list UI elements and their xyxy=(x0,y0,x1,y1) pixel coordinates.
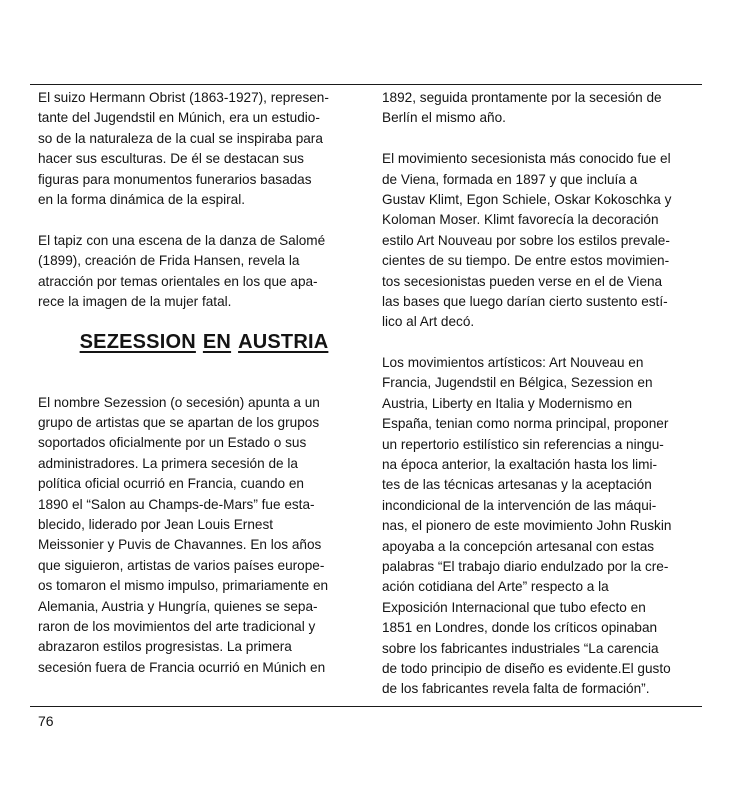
text-line: raron de los movimientos del arte tradicional y xyxy=(38,618,316,634)
text-line: Francia, Jugendstil en Bélgica, Sezession en xyxy=(382,375,653,391)
text-line: las bases que luego darían cierto sustento estí- xyxy=(382,293,668,309)
text-line: Meissonier y Puvis de Chavannes. En los años xyxy=(38,537,322,553)
text-line: en la forma dinámica de la espiral. xyxy=(38,191,246,207)
paragraph-viena xyxy=(382,149,714,333)
text-line: na época anterior, la exaltación hasta los limi- xyxy=(382,457,658,473)
text-line: de Viena, formada en 1897 y que incluía a xyxy=(382,171,638,187)
text-line: España, tenian como norma principal, proponer xyxy=(382,416,669,432)
text-line: estilo Art Nouveau por sobre los estilos prevale- xyxy=(382,232,670,248)
bottom-rule xyxy=(30,706,702,707)
text-line: soportados oficialmente por un Estado o sus xyxy=(38,435,307,451)
page-number: 76 xyxy=(38,713,54,729)
text-line: grupo de artistas que se apartan de los grupos xyxy=(38,415,320,431)
text-line: Alemania, Austria y Hungría, quienes se sepa- xyxy=(38,598,318,614)
text-line: Berlín el mismo año. xyxy=(382,110,506,126)
heading-word: AUSTRIA xyxy=(238,331,329,354)
paragraph-sezession xyxy=(38,393,370,678)
text-line: 1851 en Londres, donde los críticos opinaban xyxy=(382,620,658,636)
text-line: El movimiento secesionista más conocido fue el xyxy=(382,151,671,167)
text-line: tante del Jugendstil en Múnich, era un estudio- xyxy=(38,110,320,126)
paragraph-berlin xyxy=(382,88,714,129)
text-line: atracción por temas orientales en los que apa- xyxy=(38,273,318,289)
text-line: Austria, Liberty en Italia y Modernismo en xyxy=(382,395,633,411)
text-line: tes de las técnicas artesanas y la aceptación xyxy=(382,477,652,493)
paragraph-salome xyxy=(38,231,370,313)
text-line: (1899), creación de Frida Hansen, revela la xyxy=(38,253,300,269)
paragraph-movimientos xyxy=(382,353,714,700)
text-line: administradores. La primera secesión de la xyxy=(38,455,298,471)
text-line: política oficial ocurrió en Francia, cuando en xyxy=(38,476,304,492)
text-line: apoyaba a la concepción artesanal con estas xyxy=(382,538,655,554)
text-line: Gustav Klimt, Egon Schiele, Oskar Kokoschka y xyxy=(382,191,672,207)
heading-word: EN xyxy=(202,331,232,354)
text-line: cientes de su tiempo. De entre estos movimien- xyxy=(382,253,670,269)
text-line: de todo principio de diseño es evidente.El gusto xyxy=(382,660,671,676)
text-line: hacer sus esculturas. De él se destacan sus xyxy=(38,151,304,167)
text-line: que siguieron, artistas de varios países europe- xyxy=(38,557,325,573)
text-line: de los fabricantes revela falta de formación”. xyxy=(382,681,650,697)
text-line: lico al Art decó. xyxy=(382,314,475,330)
right-column xyxy=(382,88,714,700)
text-line: secesión fuera de Francia ocurrió en Múnich en xyxy=(38,659,326,675)
text-line: Koloman Moser. Klimt favorecía la decoración xyxy=(382,212,659,228)
text-line: os tomaron el mismo impulso, primariamente en xyxy=(38,578,329,594)
paragraph-obrist xyxy=(38,88,370,210)
text-line: ación cotidiana del Arte” respecto a la xyxy=(382,579,609,595)
section-heading xyxy=(38,312,370,372)
text-line: incondicional de la intervención de las máqui- xyxy=(382,497,657,513)
text-line: nas, el pionero de este movimiento John Ruskin xyxy=(382,518,672,534)
text-line: rece la imagen de la mujer fatal. xyxy=(38,293,232,309)
text-line: El tapiz con una escena de la danza de Salomé xyxy=(38,232,326,248)
text-line: 1890 el “Salon au Champs-de-Mars” fue esta- xyxy=(38,496,315,512)
text-line: sobre los fabricantes industriales “La carencia xyxy=(382,640,659,656)
text-line: El nombre Sezession (o secesión) apunta a un xyxy=(38,394,320,410)
text-line: 1892, seguida prontamente por la secesión de xyxy=(382,90,662,105)
text-line: Los movimientos artísticos: Art Nouveau en xyxy=(382,355,644,371)
text-line: tos secesionistas pueden verse en el de Viena xyxy=(382,273,663,289)
text-line: so de la naturaleza de la cual se inspiraba para xyxy=(38,130,323,146)
text-line: figuras para monumentos funerarios basadas xyxy=(38,171,312,187)
text-line: El suizo Hermann Obrist (1863-1927), represen- xyxy=(38,90,329,105)
text-line: palabras “El trabajo diario endulzado por la cre- xyxy=(382,558,669,574)
text-line: abrazaron estilos progresistas. La primera xyxy=(38,639,292,655)
top-rule xyxy=(30,84,702,85)
left-column xyxy=(38,88,370,678)
heading-word: SEZESSION xyxy=(79,331,196,354)
text-line: un repertorio estilístico sin referencias a ningu- xyxy=(382,436,664,452)
text-line: Exposición Internacional que tubo efecto en xyxy=(382,599,646,615)
text-line: blecido, liderado por Jean Louis Ernest xyxy=(38,517,274,533)
